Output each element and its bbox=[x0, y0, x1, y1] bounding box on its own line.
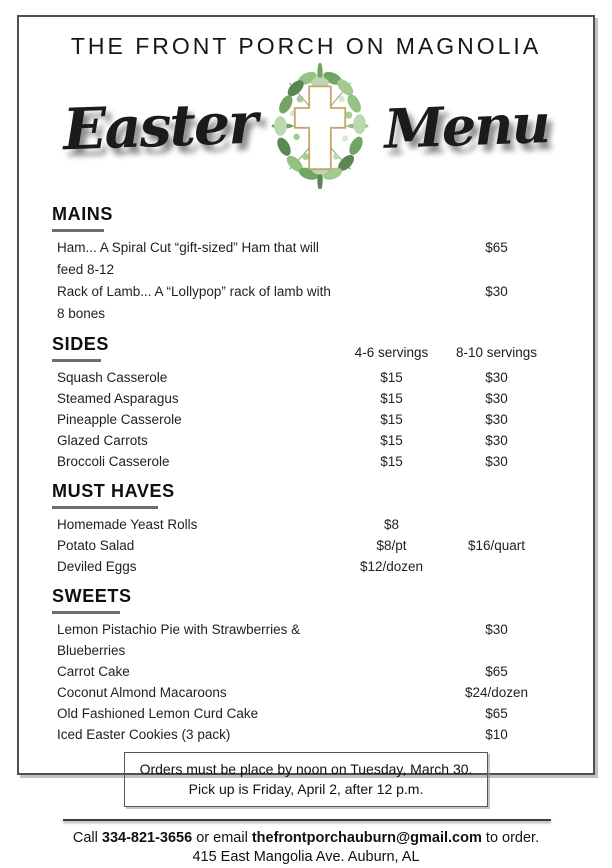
restaurant-title: THE FRONT PORCH ON MAGNOLIA bbox=[70, 33, 542, 59]
item-name: Potato Salad bbox=[57, 538, 135, 553]
call-prefix-text: Call bbox=[72, 829, 102, 846]
email-address: thefrontporchauburn@gmail.com bbox=[251, 829, 482, 846]
menu-item-row bbox=[52, 619, 549, 661]
order-note-box bbox=[124, 752, 488, 807]
item-price-col1: $12/dozen bbox=[359, 559, 424, 574]
item-price-col2: $65 bbox=[485, 706, 508, 721]
menu-item-row bbox=[52, 535, 549, 556]
address-line: 415 East Mangolia Ave. Auburn, AL bbox=[192, 849, 420, 866]
item-price-col1: $15 bbox=[380, 454, 403, 469]
menu-item-row bbox=[52, 237, 549, 281]
menu-script-text: Menu bbox=[383, 91, 550, 161]
section-header-row bbox=[52, 586, 549, 614]
menu-item-row bbox=[52, 514, 549, 535]
to-order-text: to order. bbox=[481, 829, 540, 846]
contact-info bbox=[19, 829, 593, 868]
item-name: Broccoli Casserole bbox=[57, 454, 170, 469]
order-note-line1: Orders must be place by noon on Tuesday, March 30. bbox=[139, 761, 473, 777]
menu-item-row bbox=[52, 388, 549, 409]
easter-script-text: Easter bbox=[61, 89, 258, 163]
item-name: Homemade Yeast Rolls bbox=[57, 517, 198, 532]
item-price-col1: $8/pt bbox=[376, 538, 407, 553]
contact-line bbox=[19, 829, 593, 849]
item-price-col1 bbox=[339, 703, 444, 724]
section-title: SIDES bbox=[52, 334, 109, 362]
menu-item-row bbox=[52, 724, 549, 745]
item-price-col1 bbox=[339, 619, 444, 661]
item-price-col1 bbox=[339, 237, 444, 281]
item-name: Old Fashioned Lemon Curd Cake bbox=[57, 706, 259, 721]
phone-number: 334-821-3656 bbox=[101, 829, 193, 846]
or-email-text: or email bbox=[192, 829, 252, 846]
menu-item-row bbox=[52, 409, 549, 430]
item-price-col2: $24/dozen bbox=[464, 685, 529, 700]
menu-item-row bbox=[52, 281, 549, 325]
section-title: SWEETS bbox=[52, 586, 132, 614]
item-name: Pineapple Casserole bbox=[57, 412, 182, 427]
item-name: Glazed Carrots bbox=[57, 433, 148, 448]
item-price-col2: $16/quart bbox=[467, 538, 526, 553]
item-name: Rack of Lamb... A “Lollypop” rack of lamb with 8 bones bbox=[57, 284, 331, 321]
order-note-line2: Pick up is Friday, April 2, after 12 p.m. bbox=[188, 781, 424, 798]
menu-item-row bbox=[52, 556, 549, 577]
item-price-col2: $30 bbox=[485, 433, 508, 448]
item-price-col1: $15 bbox=[380, 391, 403, 406]
menu-item-row bbox=[52, 430, 549, 451]
item-name: Lemon Pistachio Pie with Strawberries & Blueberries bbox=[57, 622, 301, 658]
section-header-row bbox=[52, 334, 549, 362]
item-price-col2: $65 bbox=[485, 664, 508, 679]
item-price-col1: $15 bbox=[380, 412, 403, 427]
menu-item-row bbox=[52, 703, 549, 724]
section-header-row bbox=[52, 481, 549, 509]
page-frame bbox=[17, 15, 595, 866]
item-price-col2: $10 bbox=[485, 727, 508, 742]
menu-item-row bbox=[52, 661, 549, 682]
cross-wreath-graphic bbox=[264, 63, 376, 189]
item-price-col2: $30 bbox=[485, 391, 508, 406]
column-header-4-6-servings: 4-6 servings bbox=[354, 344, 429, 360]
item-price-col2: $30 bbox=[485, 454, 508, 469]
item-name: Carrot Cake bbox=[57, 664, 130, 679]
section-mains bbox=[52, 204, 549, 325]
item-name: Ham... A Spiral Cut “gift-sized” Ham that will feed 8-12 bbox=[57, 240, 319, 277]
item-price-col2: $30 bbox=[485, 370, 508, 385]
item-price-col2 bbox=[444, 556, 549, 577]
section-title: MUST HAVES bbox=[52, 481, 175, 509]
item-price-col1 bbox=[339, 682, 444, 703]
item-name: Squash Casserole bbox=[57, 370, 168, 385]
item-name: Coconut Almond Macaroons bbox=[57, 685, 227, 700]
item-price-col1: $15 bbox=[380, 370, 403, 385]
section-must-haves bbox=[52, 481, 549, 577]
menu-body bbox=[19, 190, 593, 745]
column-header-8-10-servings: 8-10 servings bbox=[455, 344, 538, 360]
section-header-row bbox=[52, 204, 549, 232]
item-name: Steamed Asparagus bbox=[57, 391, 179, 406]
item-name: Deviled Eggs bbox=[57, 559, 137, 574]
footer-divider bbox=[63, 819, 551, 821]
section-sweets bbox=[52, 586, 549, 745]
item-price-col2 bbox=[444, 514, 549, 535]
item-price-col1 bbox=[339, 661, 444, 682]
item-price-col1: $15 bbox=[380, 433, 403, 448]
section-sides bbox=[52, 334, 549, 472]
item-name: Iced Easter Cookies (3 pack) bbox=[57, 727, 231, 742]
item-price-col2: $65 bbox=[485, 240, 508, 255]
menu-item-row bbox=[52, 367, 549, 388]
item-price-col1 bbox=[339, 724, 444, 745]
menu-item-row bbox=[52, 682, 549, 703]
item-price-col1: $8 bbox=[383, 517, 400, 532]
item-price-col2: $30 bbox=[485, 412, 508, 427]
item-price-col2: $30 bbox=[485, 284, 508, 299]
section-title: MAINS bbox=[52, 204, 113, 232]
item-price-col1 bbox=[339, 281, 444, 325]
easter-menu-banner bbox=[19, 62, 593, 190]
item-price-col2: $30 bbox=[485, 622, 508, 637]
menu-item-row bbox=[52, 451, 549, 472]
